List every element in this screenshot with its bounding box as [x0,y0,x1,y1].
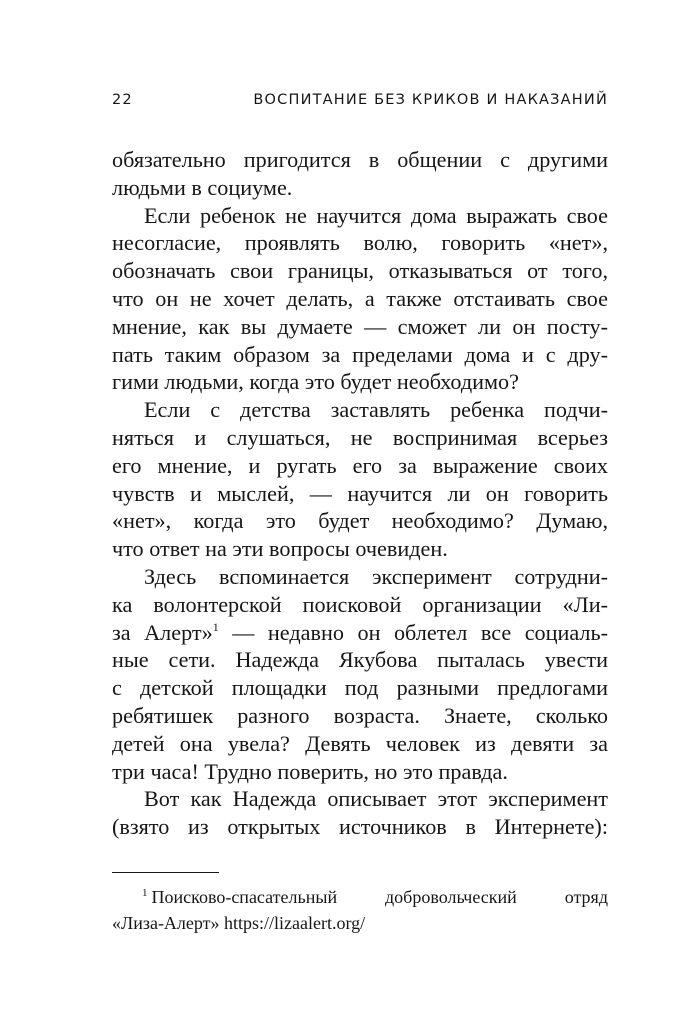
text-line: пать таким образом за пределами дома и с дру- [112,341,608,367]
text-segment: — недавно он облетел все социаль- [232,619,609,645]
text-line: чувств и мыслей, — научится ли он говорить [112,480,608,506]
footnote-separator [112,872,219,873]
text-line: ные сети. Надежда Якубова пыталась увести [112,647,608,673]
text-line: ка волонтерской поисковой организации «Ли- [112,591,608,617]
text-line: несогласие, проявлять волю, говорить «нет», [112,230,608,256]
text-line: Если ребенок не научится дома выражать свое [144,202,608,228]
text-line: детей она увела? Девять человек из девяти за [112,730,608,756]
book-title: ВОСПИТАНИЕ БЕЗ КРИКОВ И НАКАЗАНИЙ [253,92,608,108]
footnote-line: «Лиза-Алерт» https://lizaalert.org/ [112,913,366,933]
footnote-number: 1 [142,887,148,899]
paragraph [112,396,608,563]
text-line: три часа! Трудно поверить, но это правда. [112,758,508,784]
paragraph [112,146,608,202]
text-line-with-footnote [112,619,608,647]
text-line: людьми в социуме. [112,174,293,200]
text-line: его мнение, и ругать его за выражение своих [112,452,608,478]
text-line: обязательно пригодится в общении с другими [112,147,608,172]
text-line: Вот как Надежда описывает этот эксперимент [144,786,608,812]
paragraph [112,785,608,841]
text-line: няться и слушаться, не воспринимая всерьез [112,424,608,450]
running-head [112,92,608,114]
text-line: обозначать свои границы, отказываться от того, [112,258,608,284]
footnote-line [112,884,608,910]
text-line: ребятишек разного возраста. Знаете, сколько [112,702,608,728]
paragraph [112,202,608,397]
body-text [112,146,608,841]
footnote [112,884,608,936]
footnote-reference[interactable]: 1 [212,619,219,634]
paragraph [112,563,608,785]
text-segment: за Алерт» [112,619,213,645]
text-line: мнение, как вы думаете — сможет ли он посту- [112,313,608,339]
text-line: Здесь вспоминается эксперимент сотрудни- [144,563,608,589]
text-line: Если с детства заставлять ребенка подчи- [144,397,608,423]
text-line: «нет», когда это будет необходимо? Думаю, [112,508,608,534]
text-line: гими людьми, когда это будет необходимо? [112,369,519,395]
page-number: 22 [112,92,133,108]
text-line: что он не хочет делать, а также отстаивать свое [112,285,608,311]
footnote-text: Поисково-спасательный добровольческий отряд [151,887,608,907]
text-line: с детской площадки под разными предлогами [112,675,608,701]
text-line: что ответ на эти вопросы очевиден. [112,536,448,562]
text-line: (взято из открытых источников в Интернете): [112,814,608,840]
